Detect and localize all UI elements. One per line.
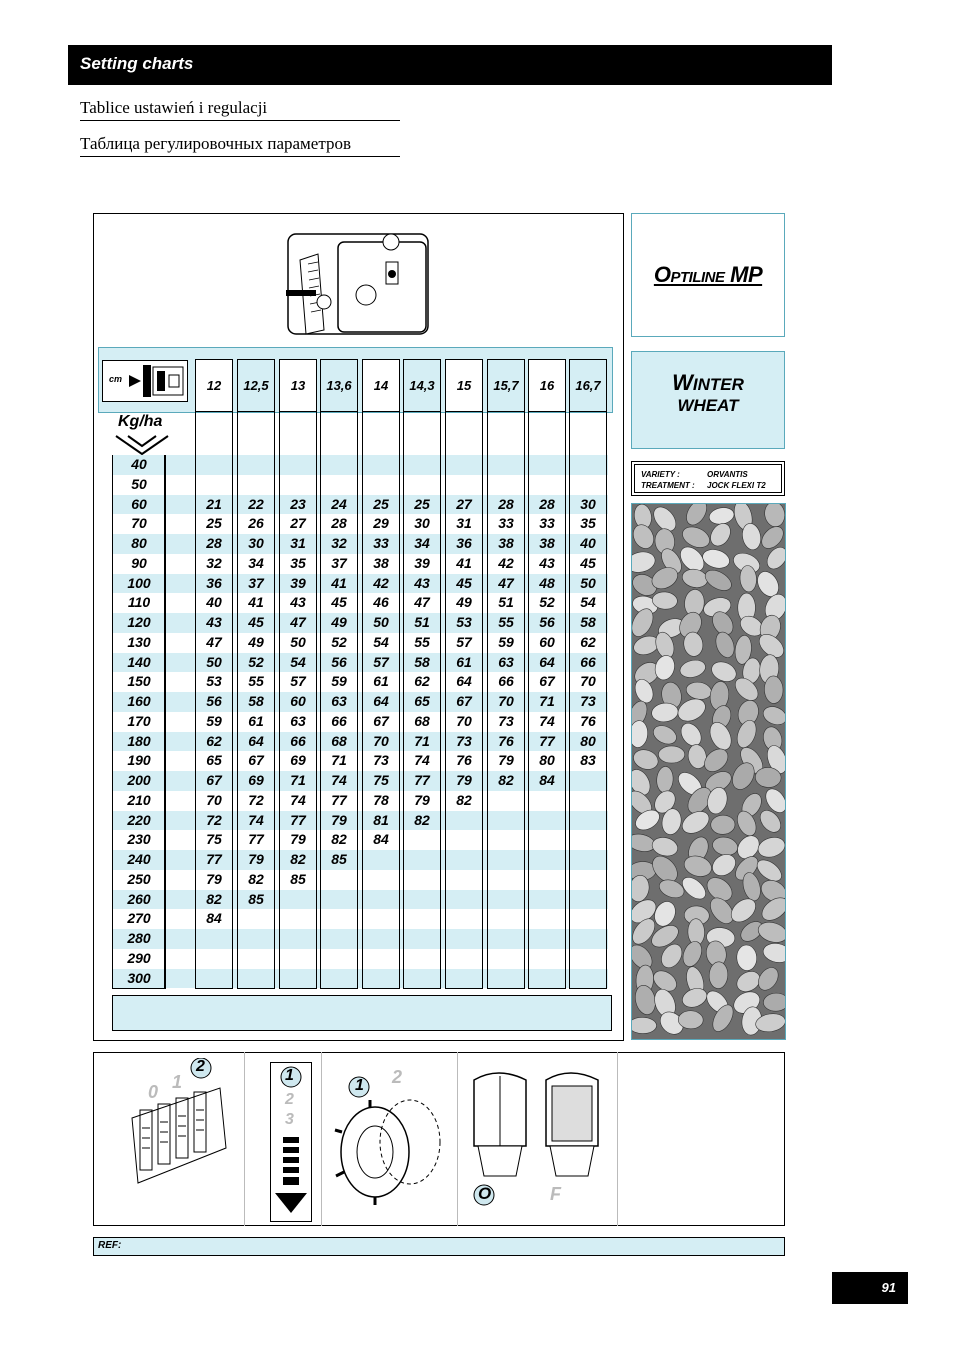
table-cell: 47 xyxy=(498,574,514,591)
table-cell: 42 xyxy=(498,554,514,571)
table-cell: 82 xyxy=(248,870,264,887)
table-cell: 55 xyxy=(414,633,430,650)
table-cell: 85 xyxy=(290,870,306,887)
table-cell: 82 xyxy=(331,831,347,848)
gear-sequence-indicator xyxy=(270,1062,312,1222)
crop-line-1 xyxy=(632,370,784,396)
table-cell: 69 xyxy=(290,752,306,769)
table-cell: 28 xyxy=(539,495,555,512)
table-cell: 38 xyxy=(498,535,514,551)
table-cell: 66 xyxy=(331,712,347,729)
table-cell: 54 xyxy=(580,594,596,611)
rate-cell: 230 xyxy=(127,831,151,848)
rate-cell: 270 xyxy=(127,910,151,927)
table-cell: 22 xyxy=(248,495,264,512)
table-cell: 67 xyxy=(206,772,222,788)
table-cell: 41 xyxy=(248,594,264,611)
product-name-smallcaps: PTILINE xyxy=(670,269,725,286)
table-cell: 45 xyxy=(331,594,347,611)
rate-cell: 80 xyxy=(131,535,147,551)
table-cell: 74 xyxy=(290,791,306,808)
table-cell: 25 xyxy=(373,495,389,512)
table-cell: 73 xyxy=(498,712,514,729)
table-cell: 63 xyxy=(498,653,514,670)
step-a-label-2: 2 xyxy=(196,1058,205,1075)
gear-wheels-illustration xyxy=(330,1062,452,1212)
table-cell: 84 xyxy=(539,772,555,788)
step-d-label-closed: F xyxy=(550,1184,561,1204)
table-cell: 38 xyxy=(373,554,389,571)
column-header: 12,5 xyxy=(237,359,275,412)
table-cell: 77 xyxy=(290,811,306,828)
rate-cell: 260 xyxy=(127,890,151,907)
table-cell: 74 xyxy=(414,752,430,769)
table-cell: 58 xyxy=(580,614,596,630)
table-cell: 24 xyxy=(331,495,347,512)
table-cell: 60 xyxy=(290,693,306,709)
table-cell: 41 xyxy=(456,554,472,571)
table-cell: 68 xyxy=(414,712,430,729)
table-cell: 49 xyxy=(456,594,472,611)
column-header: 13 xyxy=(279,359,317,412)
table-cell: 29 xyxy=(373,515,389,532)
rate-cell: 90 xyxy=(131,554,147,571)
table-cell: 59 xyxy=(498,633,514,650)
cm-label: cm xyxy=(109,374,123,384)
table-cell: 45 xyxy=(248,614,264,630)
variety-label: VARIETY : xyxy=(641,470,680,479)
table-cell: 46 xyxy=(373,594,389,611)
table-cell: 32 xyxy=(206,554,222,571)
table-cell: 23 xyxy=(290,495,306,512)
rate-cell: 50 xyxy=(131,475,147,492)
table-cell: 64 xyxy=(456,673,472,690)
table-cell: 37 xyxy=(248,574,264,591)
table-cell: 79 xyxy=(248,851,264,867)
page-number: 91 xyxy=(832,1272,908,1304)
table-cell: 34 xyxy=(248,554,264,571)
table-cell: 49 xyxy=(248,633,264,650)
rate-cell: 290 xyxy=(127,949,151,966)
table-cell: 82 xyxy=(414,811,430,828)
table-cell: 28 xyxy=(206,535,222,551)
table-cell: 26 xyxy=(248,515,264,532)
table-cell: 74 xyxy=(331,772,347,788)
table-cell: 61 xyxy=(248,712,264,729)
step-b-label-1: 1 xyxy=(285,1067,294,1084)
rate-cell: 60 xyxy=(131,495,147,512)
table-cell: 55 xyxy=(498,614,514,630)
table-cell: 47 xyxy=(290,614,306,630)
table-cell: 62 xyxy=(414,673,430,690)
table-cell: 31 xyxy=(456,515,472,532)
table-cell: 84 xyxy=(206,910,222,927)
table-cell: 85 xyxy=(331,851,347,867)
table-cell: 49 xyxy=(331,614,347,630)
page-title: Setting charts xyxy=(80,54,194,73)
table-cell: 63 xyxy=(331,693,347,709)
product-name-box xyxy=(631,213,785,337)
table-cell: 79 xyxy=(414,791,430,808)
table-cell: 59 xyxy=(206,712,222,729)
table-cell: 53 xyxy=(206,673,222,690)
treatment-value: JOCK FLEXI T2 xyxy=(707,481,766,490)
table-cell: 66 xyxy=(580,653,596,670)
table-cell: 85 xyxy=(248,890,264,907)
table-cell: 57 xyxy=(456,633,472,650)
column-header: 14,3 xyxy=(403,359,441,412)
rate-cell: 120 xyxy=(127,614,151,630)
product-name xyxy=(654,262,762,288)
crop-line-2: WHEAT xyxy=(677,396,739,415)
table-cell: 71 xyxy=(290,772,306,788)
table-cell: 52 xyxy=(331,633,347,650)
column-header: 16,7 xyxy=(569,359,607,412)
table-cell: 77 xyxy=(414,772,430,788)
table-cell: 50 xyxy=(290,633,306,650)
shutter-illustration xyxy=(468,1066,608,1211)
table-cell: 67 xyxy=(456,693,472,709)
step-a-label-1: 1 xyxy=(172,1072,183,1092)
table-cell: 71 xyxy=(539,693,555,709)
rate-cell: 240 xyxy=(127,851,151,867)
step-a-label-0: 0 xyxy=(148,1082,159,1102)
table-cell: 61 xyxy=(373,673,389,690)
table-cell: 67 xyxy=(539,673,555,690)
table-cell: 34 xyxy=(414,535,430,551)
column-header: 15 xyxy=(445,359,483,412)
crop-name-box xyxy=(631,351,785,449)
rate-cell: 70 xyxy=(131,515,147,532)
table-cell: 79 xyxy=(456,772,472,788)
table-cell: 70 xyxy=(498,693,514,709)
table-cell: 70 xyxy=(456,712,472,729)
table-cell: 51 xyxy=(414,614,430,630)
table-cell: 40 xyxy=(580,535,596,551)
step-d-label-open: O xyxy=(478,1184,492,1203)
table-cell: 66 xyxy=(290,732,306,749)
table-cell: 72 xyxy=(206,811,222,828)
table-cell: 43 xyxy=(539,554,555,571)
table-cell: 83 xyxy=(580,752,596,769)
product-name-initial: O xyxy=(653,262,671,287)
table-cell: 79 xyxy=(498,752,514,769)
table-cell: 27 xyxy=(456,495,472,512)
table-cell: 54 xyxy=(290,653,306,670)
rate-cell: 300 xyxy=(127,969,151,986)
table-cell: 38 xyxy=(539,535,555,551)
table-cell: 56 xyxy=(539,614,555,630)
table-cell: 45 xyxy=(456,574,472,591)
table-cell: 30 xyxy=(248,535,264,551)
table-cell: 35 xyxy=(580,515,596,532)
product-name-suffix: MP xyxy=(724,262,763,287)
step-b-label-2: 2 xyxy=(285,1091,294,1108)
rate-cell: 250 xyxy=(127,870,151,887)
table-cell: 70 xyxy=(580,673,596,690)
table-cell: 43 xyxy=(206,614,222,630)
table-cell: 58 xyxy=(414,653,430,670)
rate-cell: 110 xyxy=(127,594,151,611)
table-cell: 78 xyxy=(373,791,389,808)
column-header: 15,7 xyxy=(487,359,525,412)
table-cell: 36 xyxy=(456,535,472,551)
table-cell: 28 xyxy=(498,495,514,512)
table-cell: 64 xyxy=(539,653,555,670)
table-cell: 67 xyxy=(248,752,264,769)
column-header: 16 xyxy=(528,359,566,412)
table-cell: 51 xyxy=(498,594,514,611)
table-cell: 82 xyxy=(290,851,306,867)
table-cell: 58 xyxy=(248,693,264,709)
table-cell: 66 xyxy=(498,673,514,690)
rate-cell: 210 xyxy=(127,791,151,808)
rate-cell: 160 xyxy=(127,693,151,709)
table-cell: 59 xyxy=(331,673,347,690)
table-cell: 28 xyxy=(331,515,347,532)
table-cell: 79 xyxy=(290,831,306,848)
table-cell: 73 xyxy=(373,752,389,769)
table-cell: 56 xyxy=(206,693,222,709)
table-cell: 62 xyxy=(206,732,222,749)
variety-box xyxy=(631,461,785,496)
table-cell: 40 xyxy=(206,594,222,611)
table-cell: 76 xyxy=(456,752,472,769)
notes-box xyxy=(112,995,612,1031)
subtitle-polish: Tablice ustawień i regulacji xyxy=(80,98,400,121)
column-header: 14 xyxy=(362,359,400,412)
rate-cell: 150 xyxy=(127,673,151,690)
table-cell: 45 xyxy=(580,554,596,571)
table-cell: 33 xyxy=(498,515,514,532)
table-cell: 39 xyxy=(290,574,306,591)
table-cell: 71 xyxy=(414,732,430,749)
table-cell: 43 xyxy=(290,594,306,611)
column-header: 13,6 xyxy=(320,359,358,412)
treatment-label: TREATMENT : xyxy=(641,481,695,490)
step-c-label-1: 1 xyxy=(355,1077,364,1094)
table-cell: 74 xyxy=(248,811,264,828)
kg-ha-label: Kg/ha xyxy=(118,413,163,430)
rate-cell: 130 xyxy=(127,633,151,650)
table-cell: 47 xyxy=(414,594,430,611)
table-cell: 73 xyxy=(580,693,596,709)
rate-cell: 190 xyxy=(127,752,151,769)
column-header: 12 xyxy=(195,359,233,412)
table-cell: 25 xyxy=(206,515,222,532)
seed-drill-gearbox-illustration xyxy=(278,220,438,342)
table-cell: 77 xyxy=(539,732,555,749)
table-cell: 79 xyxy=(331,811,347,828)
table-cell: 41 xyxy=(331,574,347,591)
crop-rest: INTER xyxy=(692,375,744,394)
table-cell: 72 xyxy=(248,791,264,808)
table-cell: 75 xyxy=(206,831,222,848)
table-cell: 80 xyxy=(580,732,596,749)
table-cell: 60 xyxy=(539,633,555,650)
table-cell: 43 xyxy=(414,574,430,591)
table-cell: 63 xyxy=(290,712,306,729)
table-cell: 76 xyxy=(498,732,514,749)
table-cell: 25 xyxy=(414,495,430,512)
table-cell: 77 xyxy=(248,831,264,848)
table-cell: 79 xyxy=(206,870,222,887)
rate-cell: 40 xyxy=(131,456,147,472)
table-cell: 73 xyxy=(456,732,472,749)
wheat-grain-photo xyxy=(631,503,786,1040)
metering-units-illustration xyxy=(120,1058,240,1208)
table-cell: 47 xyxy=(206,633,222,650)
rate-cell: 180 xyxy=(127,732,151,749)
table-cell: 30 xyxy=(580,495,596,512)
table-cell: 36 xyxy=(206,574,222,591)
table-cell: 80 xyxy=(539,752,555,769)
table-cell: 32 xyxy=(331,535,347,551)
table-cell: 50 xyxy=(206,653,222,670)
table-cell: 76 xyxy=(580,712,596,729)
table-cell: 55 xyxy=(248,673,264,690)
table-cell: 27 xyxy=(290,515,306,532)
step-c-label-2: 2 xyxy=(392,1067,403,1087)
table-cell: 37 xyxy=(331,554,347,571)
table-cell: 70 xyxy=(373,732,389,749)
step-b-label-3: 3 xyxy=(285,1111,294,1128)
table-cell: 57 xyxy=(290,673,306,690)
table-cell: 65 xyxy=(206,752,222,769)
rate-cell: 100 xyxy=(127,574,151,591)
variety-value: ORVANTIS xyxy=(707,470,748,479)
table-cell: 39 xyxy=(414,554,430,571)
table-cell: 75 xyxy=(373,772,389,788)
table-cell: 82 xyxy=(498,772,514,788)
subtitle-russian: Таблица регулировочных параметров xyxy=(80,134,400,157)
table-cell: 62 xyxy=(580,633,596,650)
table-cell: 65 xyxy=(414,693,430,709)
table-cell: 64 xyxy=(373,693,389,709)
table-cell: 35 xyxy=(290,554,306,571)
table-cell: 52 xyxy=(539,594,555,611)
table-cell: 57 xyxy=(373,653,389,670)
table-cell: 21 xyxy=(206,495,222,512)
rate-cell: 170 xyxy=(127,712,151,729)
arrow-down-icon xyxy=(275,1137,307,1217)
table-cell: 52 xyxy=(248,653,264,670)
table-cell: 77 xyxy=(206,851,222,867)
table-cell: 33 xyxy=(373,535,389,551)
table-cell: 61 xyxy=(456,653,472,670)
table-cell: 48 xyxy=(539,574,555,591)
table-cell: 50 xyxy=(580,574,596,591)
table-cell: 53 xyxy=(456,614,472,630)
table-cell: 67 xyxy=(373,712,389,729)
table-cell: 70 xyxy=(206,791,222,808)
table-cell: 30 xyxy=(414,515,430,532)
arrow-down-icon xyxy=(114,434,170,456)
rate-cell: 200 xyxy=(127,772,151,788)
rate-cell: 280 xyxy=(127,930,151,946)
rate-cell: 220 xyxy=(127,811,151,828)
table-cell: 31 xyxy=(290,535,306,551)
table-cell: 54 xyxy=(373,633,389,650)
table-cell: 33 xyxy=(539,515,555,532)
table-cell: 74 xyxy=(539,712,555,729)
table-cell: 84 xyxy=(373,831,389,848)
table-cell: 68 xyxy=(331,732,347,749)
table-cell: 42 xyxy=(373,574,389,591)
table-cell: 82 xyxy=(456,791,472,808)
table-cell: 64 xyxy=(248,732,264,749)
table-cell: 71 xyxy=(331,752,347,769)
rate-cell: 140 xyxy=(127,653,151,670)
table-cell: 81 xyxy=(373,811,389,828)
row-spacing-icon-box xyxy=(102,360,188,402)
reference-bar: REF: xyxy=(93,1237,785,1256)
table-cell: 82 xyxy=(206,890,222,907)
table-cell: 56 xyxy=(331,653,347,670)
crop-initial: W xyxy=(672,370,693,395)
table-cell: 69 xyxy=(248,772,264,788)
table-cell: 77 xyxy=(331,791,347,808)
table-cell: 50 xyxy=(373,614,389,630)
